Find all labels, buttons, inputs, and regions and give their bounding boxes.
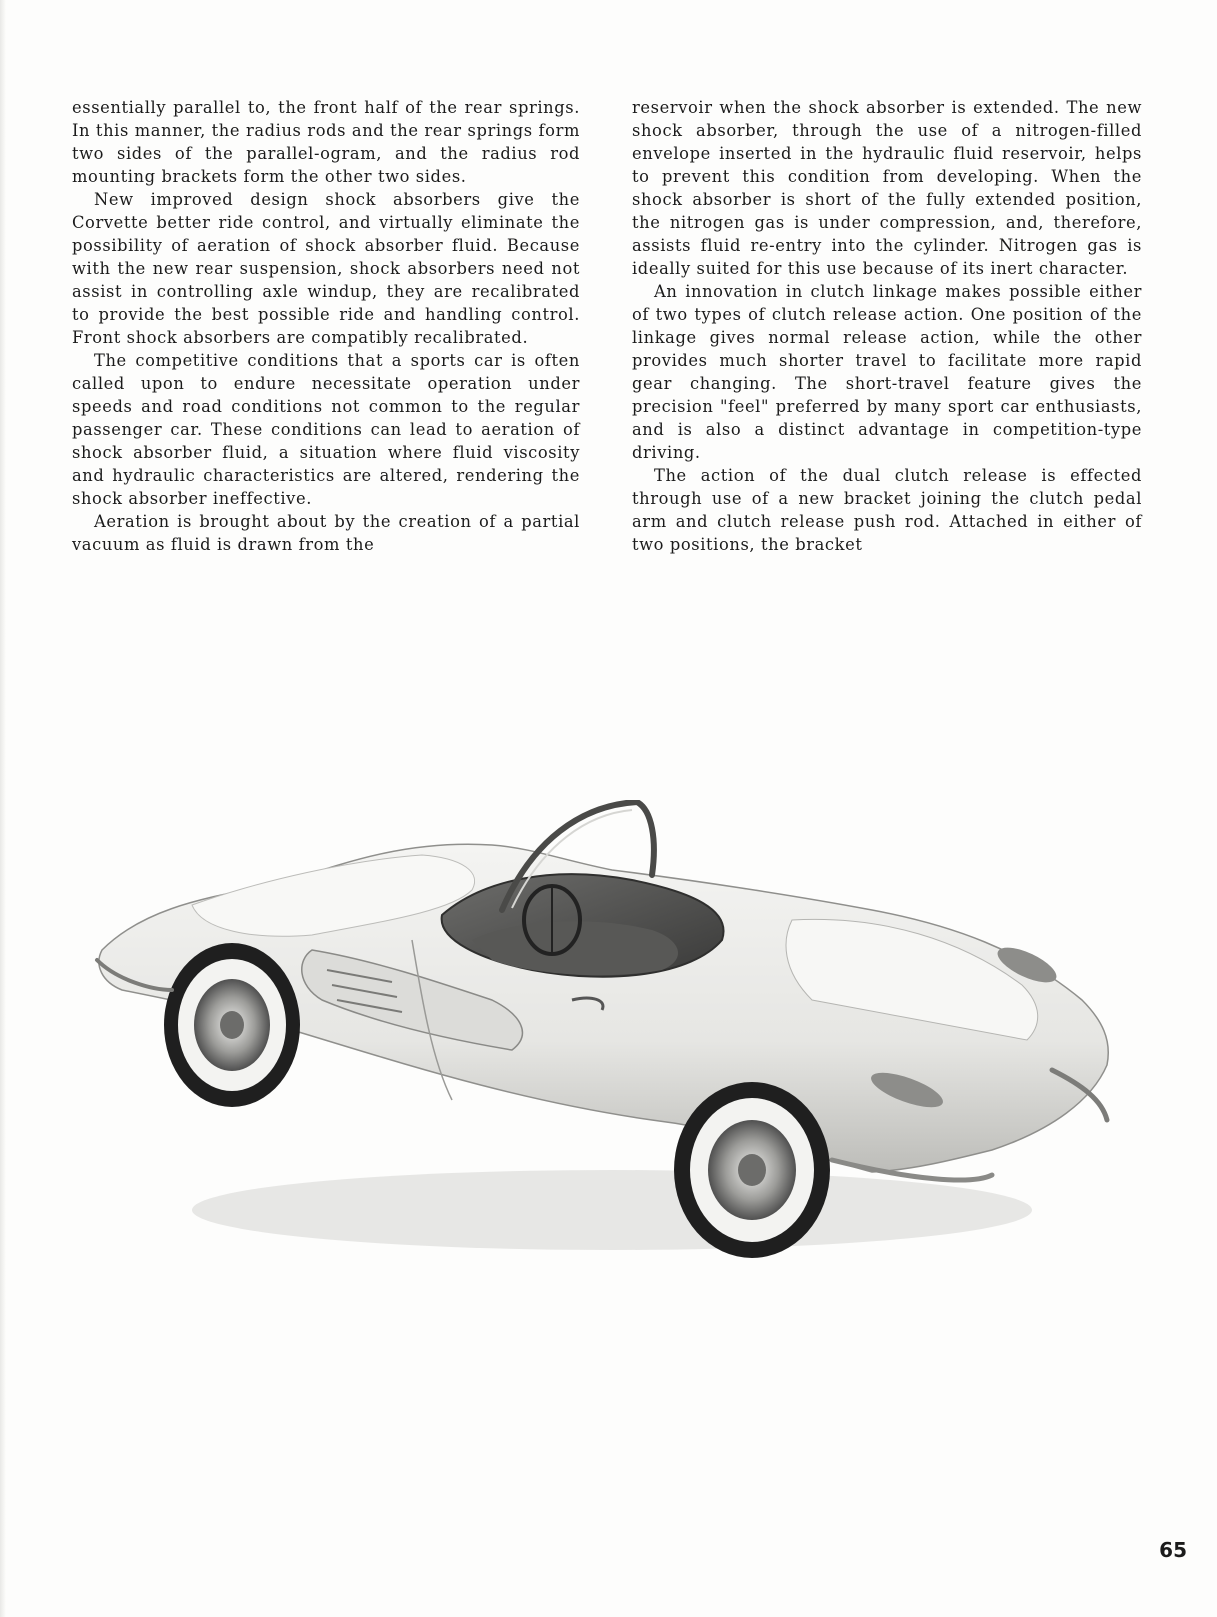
paragraph: The action of the dual clutch release is effected through use of a new bracket joining the clutch pedal arm and clutch release push rod. Attached in either of two positions, the bracket	[632, 466, 1142, 554]
text-column-left	[72, 96, 580, 556]
corvette-photo	[92, 800, 1152, 1280]
paragraph: New improved design shock absorbers give the Corvette better ride control, and virtually eliminate the possibility of aeration of shock absorber fluid. Because with the new rear suspension, shock absorbers need not assist in controlling axle windup, they are recalibrated to provide the best possible ride and handling control. Front shock absorbers are compatibly recalibrated.	[72, 190, 580, 347]
paragraph: The competitive conditions that a sports car is often called upon to endure necessitate operation under speeds and road conditions not common to the regular passenger car. These conditions can lead to aeration of shock absorber fluid, a situation where fluid viscosity and hydraulic characteristics are altered, rendering the shock absorber ineffective.	[72, 351, 580, 508]
paragraph: Aeration is brought about by the creation of a partial vacuum as fluid is drawn from the	[72, 512, 580, 554]
page-number: 65	[1159, 1538, 1187, 1562]
paragraph: essentially parallel to, the front half of the rear springs. In this manner, the radius rods and the rear springs form two sides of the parallel-ogram, and the radius rod mounting brackets form the other two sides.	[72, 98, 580, 186]
paragraph: reservoir when the shock absorber is extended. The new shock absorber, through the use of a nitrogen-filled envelope inserted in the hydraulic fluid reservoir, helps to prevent this condition from developing. When the shock absorber is short of the fully extended position, the nitrogen gas is under compression, and, therefore, assists fluid re-entry into the cylinder. Nitrogen gas is ideally suited for this use because of its inert character.	[632, 98, 1142, 278]
page-edge	[0, 0, 6, 1617]
paragraph: An innovation in clutch linkage makes possible either of two types of clutch release action. One position of the linkage gives normal release action, while the other provides much shorter travel to facilitate more rapid gear changing. The short-travel feature gives the precision "feel" preferred by many sport car enthusiasts, and is also a distinct advantage in competition-type driving.	[632, 282, 1142, 462]
text-column-right	[632, 96, 1142, 556]
